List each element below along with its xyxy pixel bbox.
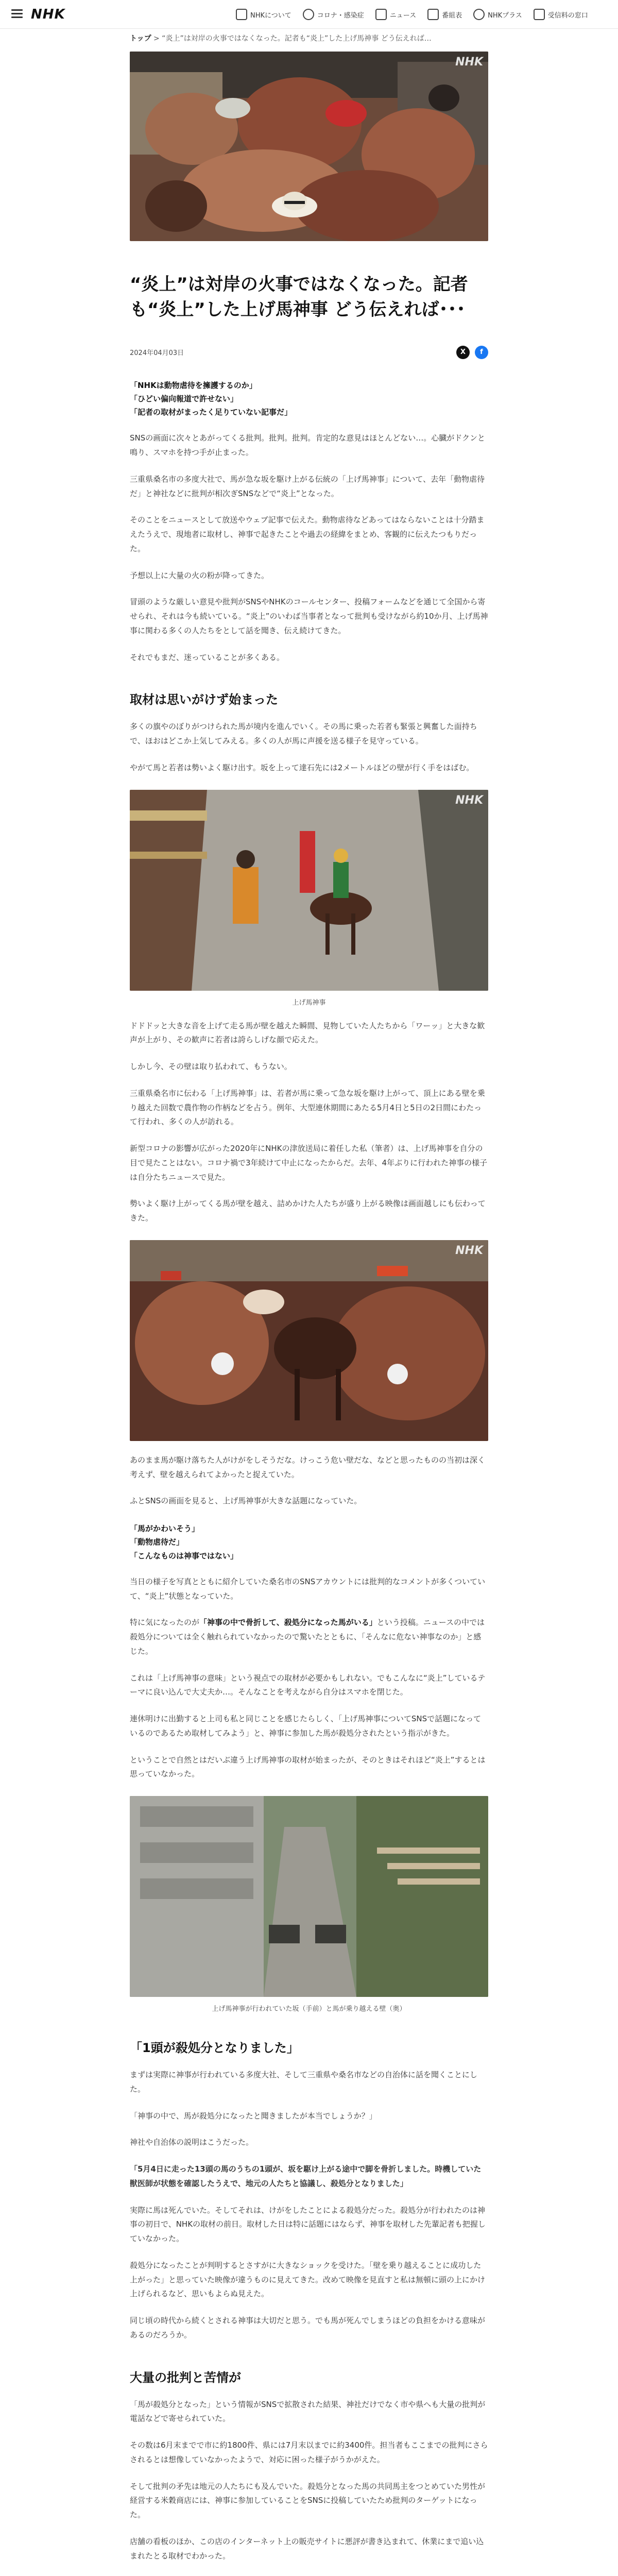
paragraph: 三重県桑名市の多度大社で、馬が急な坂を駆け上がる伝統の「上げ馬神事」について、去年「動物虐待だ」と神社などに批判が相次ぎSNSなどで“炎上”となった。: [130, 474, 485, 498]
paragraph: まずは実際に神事が行われている多度大社、そして三重県や桑名市などの自治体に話を聞くことにした。: [130, 2070, 478, 2094]
breadcrumb-home[interactable]: トップ: [130, 35, 151, 43]
paragraph: その数は6月末までで市に約1800件、県には7月末以までに約3400件。担当者もここまでの批判にさらされるとは想像していなかったようで、対応に困った様子がうかがえた。: [130, 2441, 488, 2464]
schedule-icon: [427, 9, 439, 20]
paragraph: 冒頭のような厳しい意見や批判がSNSやNHKのコールセンター、投稿フォームなどを通じて全国から寄せられ、それは今も続いている。“炎上”のいわば当事者となって批判も受けながら約10か月、上げ馬神事に関わる多くの人たちをとして話を聞き、伝え続けてきた。: [130, 597, 488, 635]
fee-icon: [534, 9, 545, 20]
facebook-share-icon[interactable]: f: [475, 346, 488, 359]
nav-label: 番組表: [442, 11, 462, 20]
crowd-horse-photo: [130, 1240, 488, 1441]
nav-item-news[interactable]: [375, 9, 416, 20]
hero-photo: [130, 52, 488, 241]
section-heading: 「1頭が殺処分となりました」: [130, 2041, 299, 2056]
photo-caption: 上げ馬神事: [292, 998, 326, 1007]
paragraph: 実際に馬は死んでいた。そしてそれは、けがをしたことによる殺処分だった。殺処分が行われたのは神事の初日で、NHKの取材の前日。取材した日は特に話題にはならず、神事を取材した先輩記者も把握していなかった。: [130, 2205, 486, 2244]
horse-rider-photo: [130, 790, 488, 991]
slope-and-wall-photo: [130, 1796, 488, 1997]
quote-line: 「こんなものは神事ではない」: [130, 1551, 238, 1561]
paragraph: 多くの旗やのぼりがつけられた馬が境内を進んでいく。その馬に乗った若者も緊張と興奮した面持ちで、ほおはどこか上気してみえる。多くの人が馬に声援を送る様子を見守っている。: [130, 722, 477, 746]
article-title: “炎上”は対岸の火事ではなくなった。記者も“炎上”した上げ馬神事 どう伝えれば･･･: [130, 274, 468, 320]
nav-label: NHKについて: [250, 11, 291, 20]
article: [130, 52, 488, 2576]
nav-item-corona[interactable]: [303, 9, 364, 20]
section-heading: 大量の批判と苦情が: [130, 2370, 241, 2385]
quote-line: 「馬がかわいそう」: [130, 1524, 200, 1534]
nhk-watermark: NHK: [455, 56, 483, 69]
paragraph: 同じ頃の時代から続くとされる神事は大切だと思う。でも馬が死んでしまうほどの負担をかける意味があるのだろうか。: [130, 2316, 486, 2340]
section-heading: 取材は思いがけず始まった: [130, 692, 278, 707]
paragraph: [130, 1616, 488, 1658]
nhk-watermark: NHK: [455, 793, 483, 807]
text-run: 特に気になったのが: [130, 1618, 200, 1628]
nav-item-fee[interactable]: [534, 9, 588, 20]
nav-item-about[interactable]: [236, 9, 291, 20]
paragraph: ということで自然とはだいぶ違う上げ馬神事の取材が始まったが、そのときはそれほど“炎上”するとは思っていなかった。: [130, 1755, 486, 1779]
breadcrumb: [130, 33, 490, 43]
nav-label: コロナ・感染症: [317, 11, 364, 20]
photo-caption: 上げ馬神事が行われていた坂（手前）と馬が乗り越える壁（奥）: [212, 2005, 406, 2013]
paragraph: ふとSNSの画面を見ると、上げ馬神事が大きな話題になっていた。: [130, 1496, 362, 1506]
paragraph: 連休明けに出勤すると上司も私と同じことを感じたらしく、「上げ馬神事についてSNSで話題になっているのであるため取材してみよう」と、神事に参加した馬が殺処分されたという指示がきた。: [130, 1714, 482, 1738]
paragraph: しかし今、その壁は取り払われて、もうない。: [130, 1062, 292, 1072]
nhk-logo[interactable]: NHK: [31, 7, 65, 22]
site-header: [0, 0, 618, 29]
lead-quote: 「NHKは動物虐待を擁護するのか」: [130, 380, 257, 390]
hamburger-menu-icon[interactable]: [11, 9, 23, 19]
paragraph: そのことをニュースとして放送やウェブ記事で伝えた。動物虐待などあってはならないことは十分踏まえたうえで、現地者に取材し、神事で起きたことや過去の経緯をまとめ、客観的に伝えたつもりだった。: [130, 515, 485, 553]
paragraph: 殺処分になったことが判明するとさすがに大きなショックを受けた。「壁を乗り越えることに成功した上がった」と思っていた映像が違うものに見えてきた。改めて映像を見直すと私は無頓に頭の上にかけ上げられるなど、思いもよらぬ見えた。: [130, 2260, 486, 2299]
paragraph: やがて馬と若者は勢いよく駆け出す。坂を上って達石先には2メートルほどの壁が行く手をはばむ。: [130, 762, 474, 772]
photo-horse-slope: [130, 790, 488, 991]
paragraph: あのまま馬が駆け落ちた人がけがをしそうだな。けっこう危い壁だな、などと思ったものの当初は深く考えず、壁を越えられてよかったと捉えていた。: [130, 1455, 486, 1479]
paragraph: 当日の様子を写真とともに紹介していた桑名市のSNSアカウントには批判的なコメントが多くついていて、“炎上”状態となっていた。: [130, 1577, 486, 1601]
photo-slope-wall: [130, 1796, 488, 1997]
paragraph: 三重県桑名市に伝わる「上げ馬神事」は、若者が馬に乗って急な坂を駆け上がって、頂上にある壁を乗り越えた回数で農作物の作柄などを占う。例年、大型連休期間にあたる5月4日と5日の2日間にわたって行われ、多くの人が訪れる。: [130, 1088, 485, 1127]
nhk-watermark: NHK: [455, 1244, 483, 1257]
paragraph: これは「上げ馬神事の意味」という視点での取材が必要かもしれない。でもこんなに“炎上”しているテーマに良い込んで大丈夫か…。そんなことを考えながら自分はスマホを閉じた。: [130, 1673, 486, 1697]
nav-label: NHKプラス: [488, 11, 522, 20]
play-icon: [473, 9, 485, 20]
paragraph: 神社や自治体の説明はこうだった。: [130, 2138, 254, 2147]
photo-crowd-horse: [130, 1240, 488, 1441]
info-icon: [236, 9, 247, 20]
lead-quote: 「記者の取材がまったく足りていない記事だ」: [130, 408, 293, 417]
paragraph: 「神事の中で、馬が殺処分になったと聞きましたが本当でしょうか？」: [130, 2111, 377, 2121]
news-icon: [375, 9, 387, 20]
paragraph: 勢いよく駆け上がってくる馬が壁を越え、詰めかけた人たちが盛り上がる映像は画面越しにも伝わってきた。: [130, 1199, 486, 1223]
paragraph: 店舗の看板のほか、この店のインターネット上の販売サイトに悪評が書き込まれて、休業にまで追い込まれたとる取材でわかった。: [130, 2536, 484, 2561]
paragraph: そして批判の矛先は地元の人たちにも及んでいた。殺処分となった馬の共同馬主をつとめていた男性が経営する米穀商店には、神事に参加していることをSNSに投稿していたため批判のターゲットになった。: [130, 2481, 486, 2520]
global-nav: [236, 0, 599, 29]
paragraph: それでもまだ、迷っていることが多くある。: [130, 652, 285, 662]
bold-quote: 「5月4日に走った13頭の馬のうちの1頭が、坂を駆け上がる途中で脚を骨折しました。時機していた獣医師が状態を確認したうえで、地元の人たちと協議し、殺処分となりました」: [130, 2164, 482, 2188]
paragraph: 予想以上に大量の火の粉が降ってきた。: [130, 570, 269, 580]
text-run: という投稿。ニュースの中では殺処分については全く触れられていなかったので驚いたとともに、「そんなに危ない神事なのか」と感じた。: [130, 1618, 485, 1656]
paragraph: 「馬が殺処分となった」という情報がSNSで拡散された結果、神社だけでなく市や県へも大量の批判が電話などで寄せられていた。: [130, 2399, 486, 2424]
paragraph: ドドドッと大きな音を上げて走る馬が壁を越えた瞬間、見物していた人たちから「ワーッ」と大きな歓声が上がり、その歓声に若者は誇らしげな顔で応えた。: [130, 1021, 485, 1045]
nav-item-schedule[interactable]: [427, 9, 462, 20]
nav-label: 受信料の窓口: [547, 11, 588, 20]
highlighted-text: 「神事の中で骨折して、殺処分になった馬がいる」: [199, 1618, 377, 1628]
publish-date: 2024年04月03日: [130, 349, 184, 358]
paragraph: 新型コロナの影響が広がった2020年にNHKの津放送局に着任した私（筆者）は、上げ馬神事を自分の目で見たことはない。コロナ禍で3年続けて中止になったからだ。去年、4年ぶりに行われた神事の様子は自分たちニュースで見た。: [130, 1144, 488, 1182]
nav-item-nhk-plus[interactable]: [473, 9, 522, 20]
article-meta: [130, 346, 488, 359]
nav-label: ニュース: [389, 11, 417, 20]
x-share-icon[interactable]: X: [456, 346, 470, 359]
quote-line: 「動物虐待だ」: [130, 1537, 184, 1547]
lead-quotes: [130, 379, 488, 419]
quote-block: [130, 1522, 488, 1563]
share-buttons: [456, 346, 488, 359]
lead-quote: 「ひどい偏向報道で許せない」: [130, 394, 238, 403]
breadcrumb-current: “炎上”は対岸の火事ではなくなった。記者も“炎上”した上げ馬神事 どう伝えれば…: [162, 35, 432, 43]
virus-icon: [303, 9, 314, 20]
festival-crowd-photo: [130, 52, 488, 241]
breadcrumb-separator: >: [153, 35, 160, 43]
paragraph: SNSの画面に次々とあがってくる批判。批判。批判。肯定的な意見はほとんどない…。心臓がドクンと鳴り、スマホを持つ手が止まった。: [130, 433, 485, 457]
